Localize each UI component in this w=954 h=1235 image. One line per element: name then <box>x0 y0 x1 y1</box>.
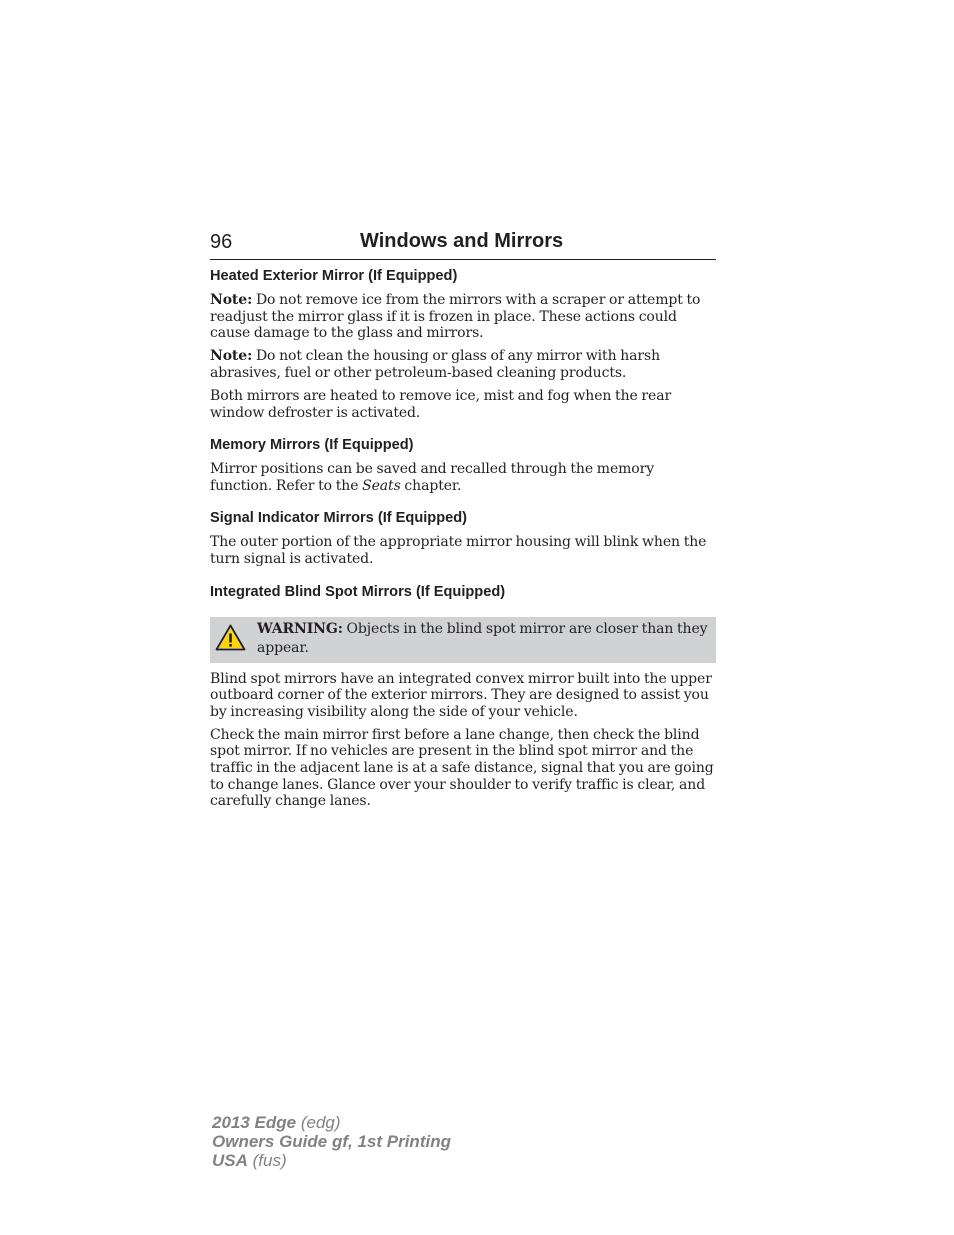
blindspot-mirrors-heading: Integrated Blind Spot Mirrors (If Equipped) <box>210 583 506 600</box>
chapter-title: Windows and Mirrors <box>360 230 564 252</box>
blindspot-body-2: Check the main mirror first before a lane change, then check the blind spot mirror. If no vehicles are present in the blind spot mirror and the traffic in the adjacent lane is at a safe distance, signal that you are going to change lanes. Glance over your shoulder to verify traffic is clear, and carefully change lanes. <box>210 726 714 810</box>
warning-triangle-icon <box>215 624 246 651</box>
signal-mirrors-heading: Signal Indicator Mirrors (If Equipped) <box>210 510 468 527</box>
warning-box <box>210 617 716 663</box>
heated-mirror-heading: Heated Exterior Mirror (If Equipped) <box>210 268 458 284</box>
note-text: Do not clean the housing or glass of any mirror with harsh abrasives, fuel or other petroleum-based cleaning products. <box>210 348 660 381</box>
footer-line-1 <box>212 1113 451 1132</box>
warning-label: WARNING: <box>257 620 343 637</box>
note-label: Note: <box>210 348 253 365</box>
memory-body-text-end: chapter. <box>400 477 462 494</box>
heated-body: Both mirrors are heated to remove ice, mist and fog when the rear window defroster is activated. <box>210 387 672 421</box>
memory-mirrors-heading: Memory Mirrors (If Equipped) <box>210 437 414 454</box>
memory-body <box>210 461 716 494</box>
note-text: Do not remove ice from the mirrors with a scraper or attempt to readjust the mirror glass if it is frozen in place. These actions could cause damage to the glass and mirrors. <box>210 292 701 342</box>
memory-body-text: Mirror positions can be saved and recalled through the memory function. Refer to the <box>210 461 655 494</box>
seats-chapter-reference: Seats <box>362 477 401 494</box>
page-footer <box>212 1113 451 1170</box>
page-content <box>210 267 716 816</box>
page-number: 96 <box>210 231 233 253</box>
footer-market: USA <box>212 1151 248 1170</box>
note-label: Note: <box>210 292 253 308</box>
footer-market-code: (fus) <box>247 1151 287 1170</box>
footer-model-code: (edg) <box>296 1113 341 1132</box>
warning-text: Objects in the blind spot mirror are closer than they appear. <box>257 620 708 656</box>
heated-note-1 <box>210 292 716 342</box>
page-header <box>210 229 716 260</box>
footer-model: 2013 Edge <box>212 1113 297 1132</box>
signal-body: The outer portion of the appropriate mirror housing will blink when the turn signal is activated. <box>210 534 707 567</box>
heated-note-2 <box>210 348 716 381</box>
footer-line-3 <box>212 1151 451 1170</box>
blindspot-body-1: Blind spot mirrors have an integrated convex mirror built into the upper outboard corner of the exterior mirrors. They are designed to assist you by increasing visibility along the side of your vehicle. <box>210 670 712 720</box>
footer-guide: Owners Guide gf, 1st Printing <box>212 1132 451 1151</box>
footer-line-2 <box>212 1132 451 1151</box>
